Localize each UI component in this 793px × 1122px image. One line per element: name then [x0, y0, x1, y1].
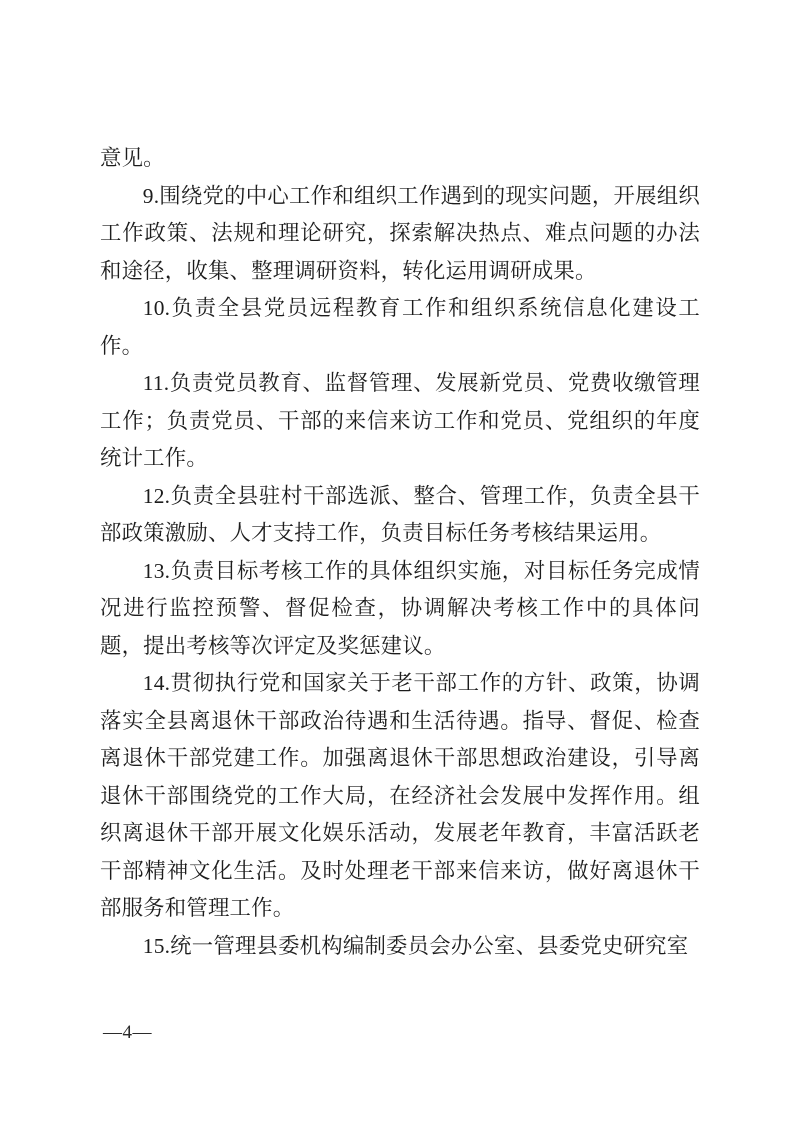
paragraph-item-12: 12.负责全县驻村干部选派、整合、管理工作，负责全县干部政策激励、人才支持工作，负责目标任务考核结果运用。 [100, 483, 700, 545]
paragraph-item-11: 11.负责党员教育、监督管理、发展新党员、党费收缴管理工作；负责党员、干部的来信来访工作和党员、党组织的年度统计工作。 [100, 371, 700, 470]
paragraph-item-15: 15.统一管理县委机构编制委员会办公室、县委党史研究室 [142, 933, 689, 958]
paragraph-item-14: 14.贯彻执行党和国家关于老干部工作的方针、政策，协调落实全县离退休干部政治待遇和生活待遇。指导、督促、检查离退休干部党建工作。加强离退休干部思想政治建设，引导离退休干部围绕党的工作大局，在经济社会发展中发挥作用。组织离退休干部开展文化娱乐活动，发展老年教育，丰富活跃老干部精神文化生活。及时处理老干部来信来访，做好离退休干部服务和管理工作。 [100, 671, 700, 920]
document-body [100, 140, 700, 965]
paragraph-item-10: 10.负责全县党员远程教育工作和组织系统信息化建设工作。 [100, 296, 700, 358]
paragraph-continuation: 意见。 [100, 146, 165, 170]
paragraph-item-13: 13.负责目标考核工作的具体组织实施，对目标任务完成情况进行监控预警、督促检查，协调解决考核工作中的具体问题，提出考核等次评定及奖惩建议。 [100, 558, 700, 658]
paragraph-item-9: 9.围绕党的中心工作和组织工作遇到的现实问题，开展组织工作政策、法规和理论研究，探索解决热点、难点问题的办法和途径，收集、整理调研资料，转化运用调研成果。 [100, 183, 700, 283]
page-number: —4— [103, 1022, 152, 1043]
